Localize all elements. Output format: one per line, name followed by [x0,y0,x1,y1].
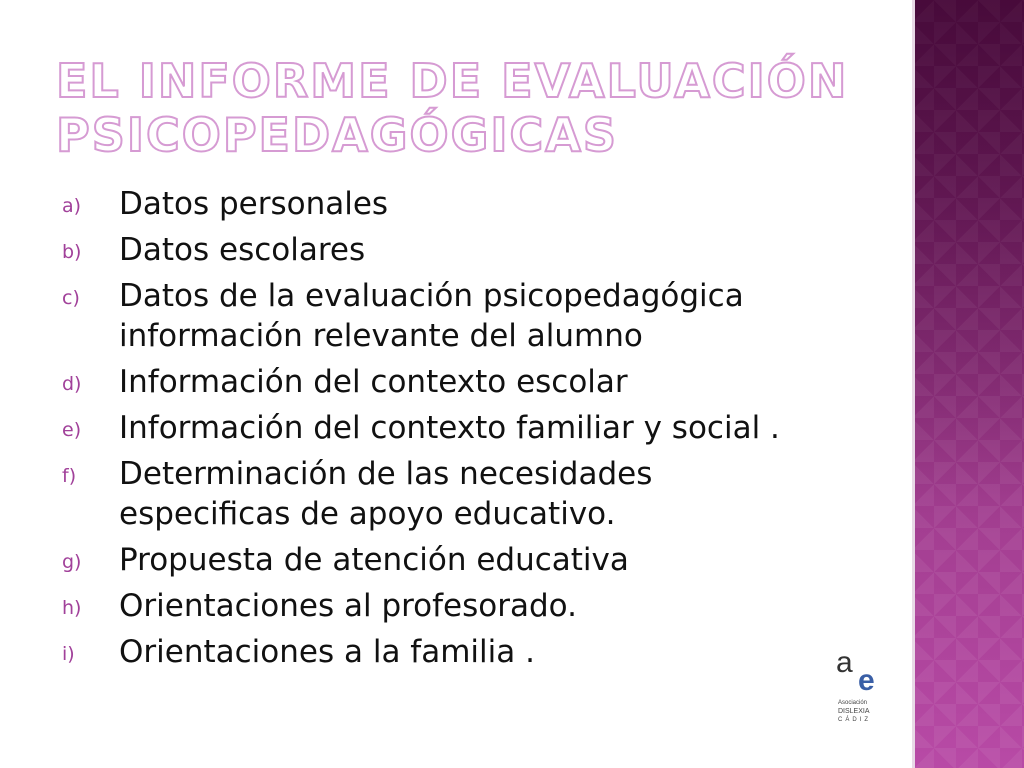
list-item-c [62,276,862,356]
list-marker: d) [62,373,82,395]
dislexia-cadiz-logo [832,648,892,726]
list-item-a [62,184,862,224]
title-line-2: PSICOPEDAGÓGICAS [56,108,618,162]
logo-text-asociacion: Asociación [838,700,868,706]
list-item-text: Datos personales [119,186,389,222]
list-item-text: Información del contexto familiar y social . [119,410,780,446]
side-band-edge [912,0,915,768]
list-marker: f) [62,465,77,487]
list-marker: e) [62,419,82,441]
logo-letter-a: a [836,646,853,679]
list-marker: b) [62,241,82,263]
list-marker: g) [62,551,82,573]
logo-letter-e: e [858,664,875,697]
slide-title [56,54,896,162]
list-marker: a) [62,195,82,217]
list-marker: i) [62,643,75,665]
list-item-f [62,454,862,534]
list-item-text: Orientaciones a la familia . [119,634,535,670]
list-item-g [62,540,862,580]
list-marker: h) [62,597,82,619]
list-item-d [62,362,862,402]
list-item-text-continued: información relevante del alumno [119,318,643,354]
list-item-i [62,632,862,672]
title-line-1: EL INFORME DE EVALUACIÓN [56,54,849,108]
list-marker: c) [62,287,80,309]
logo-text-cadiz: CÁDIZ [838,717,871,723]
list-item-text: Datos de la evaluación psicopedagógica [119,278,744,314]
list-item-text: Datos escolares [119,232,366,268]
list-item-text: Información del contexto escolar [119,364,628,400]
list-item-text-continued: especificas de apoyo educativo. [119,496,616,532]
list-item-text: Propuesta de atención educativa [119,542,629,578]
decorative-side-band [912,0,1024,768]
list-item-h [62,586,862,626]
list-item-b [62,230,862,270]
list-item-text: Orientaciones al profesorado. [119,588,577,624]
logo-text-dislexia: DISLEXIA [838,708,870,715]
list-item-e [62,408,862,448]
list-item-text: Determinación de las necesidades [119,456,653,492]
report-sections-list [62,184,862,678]
